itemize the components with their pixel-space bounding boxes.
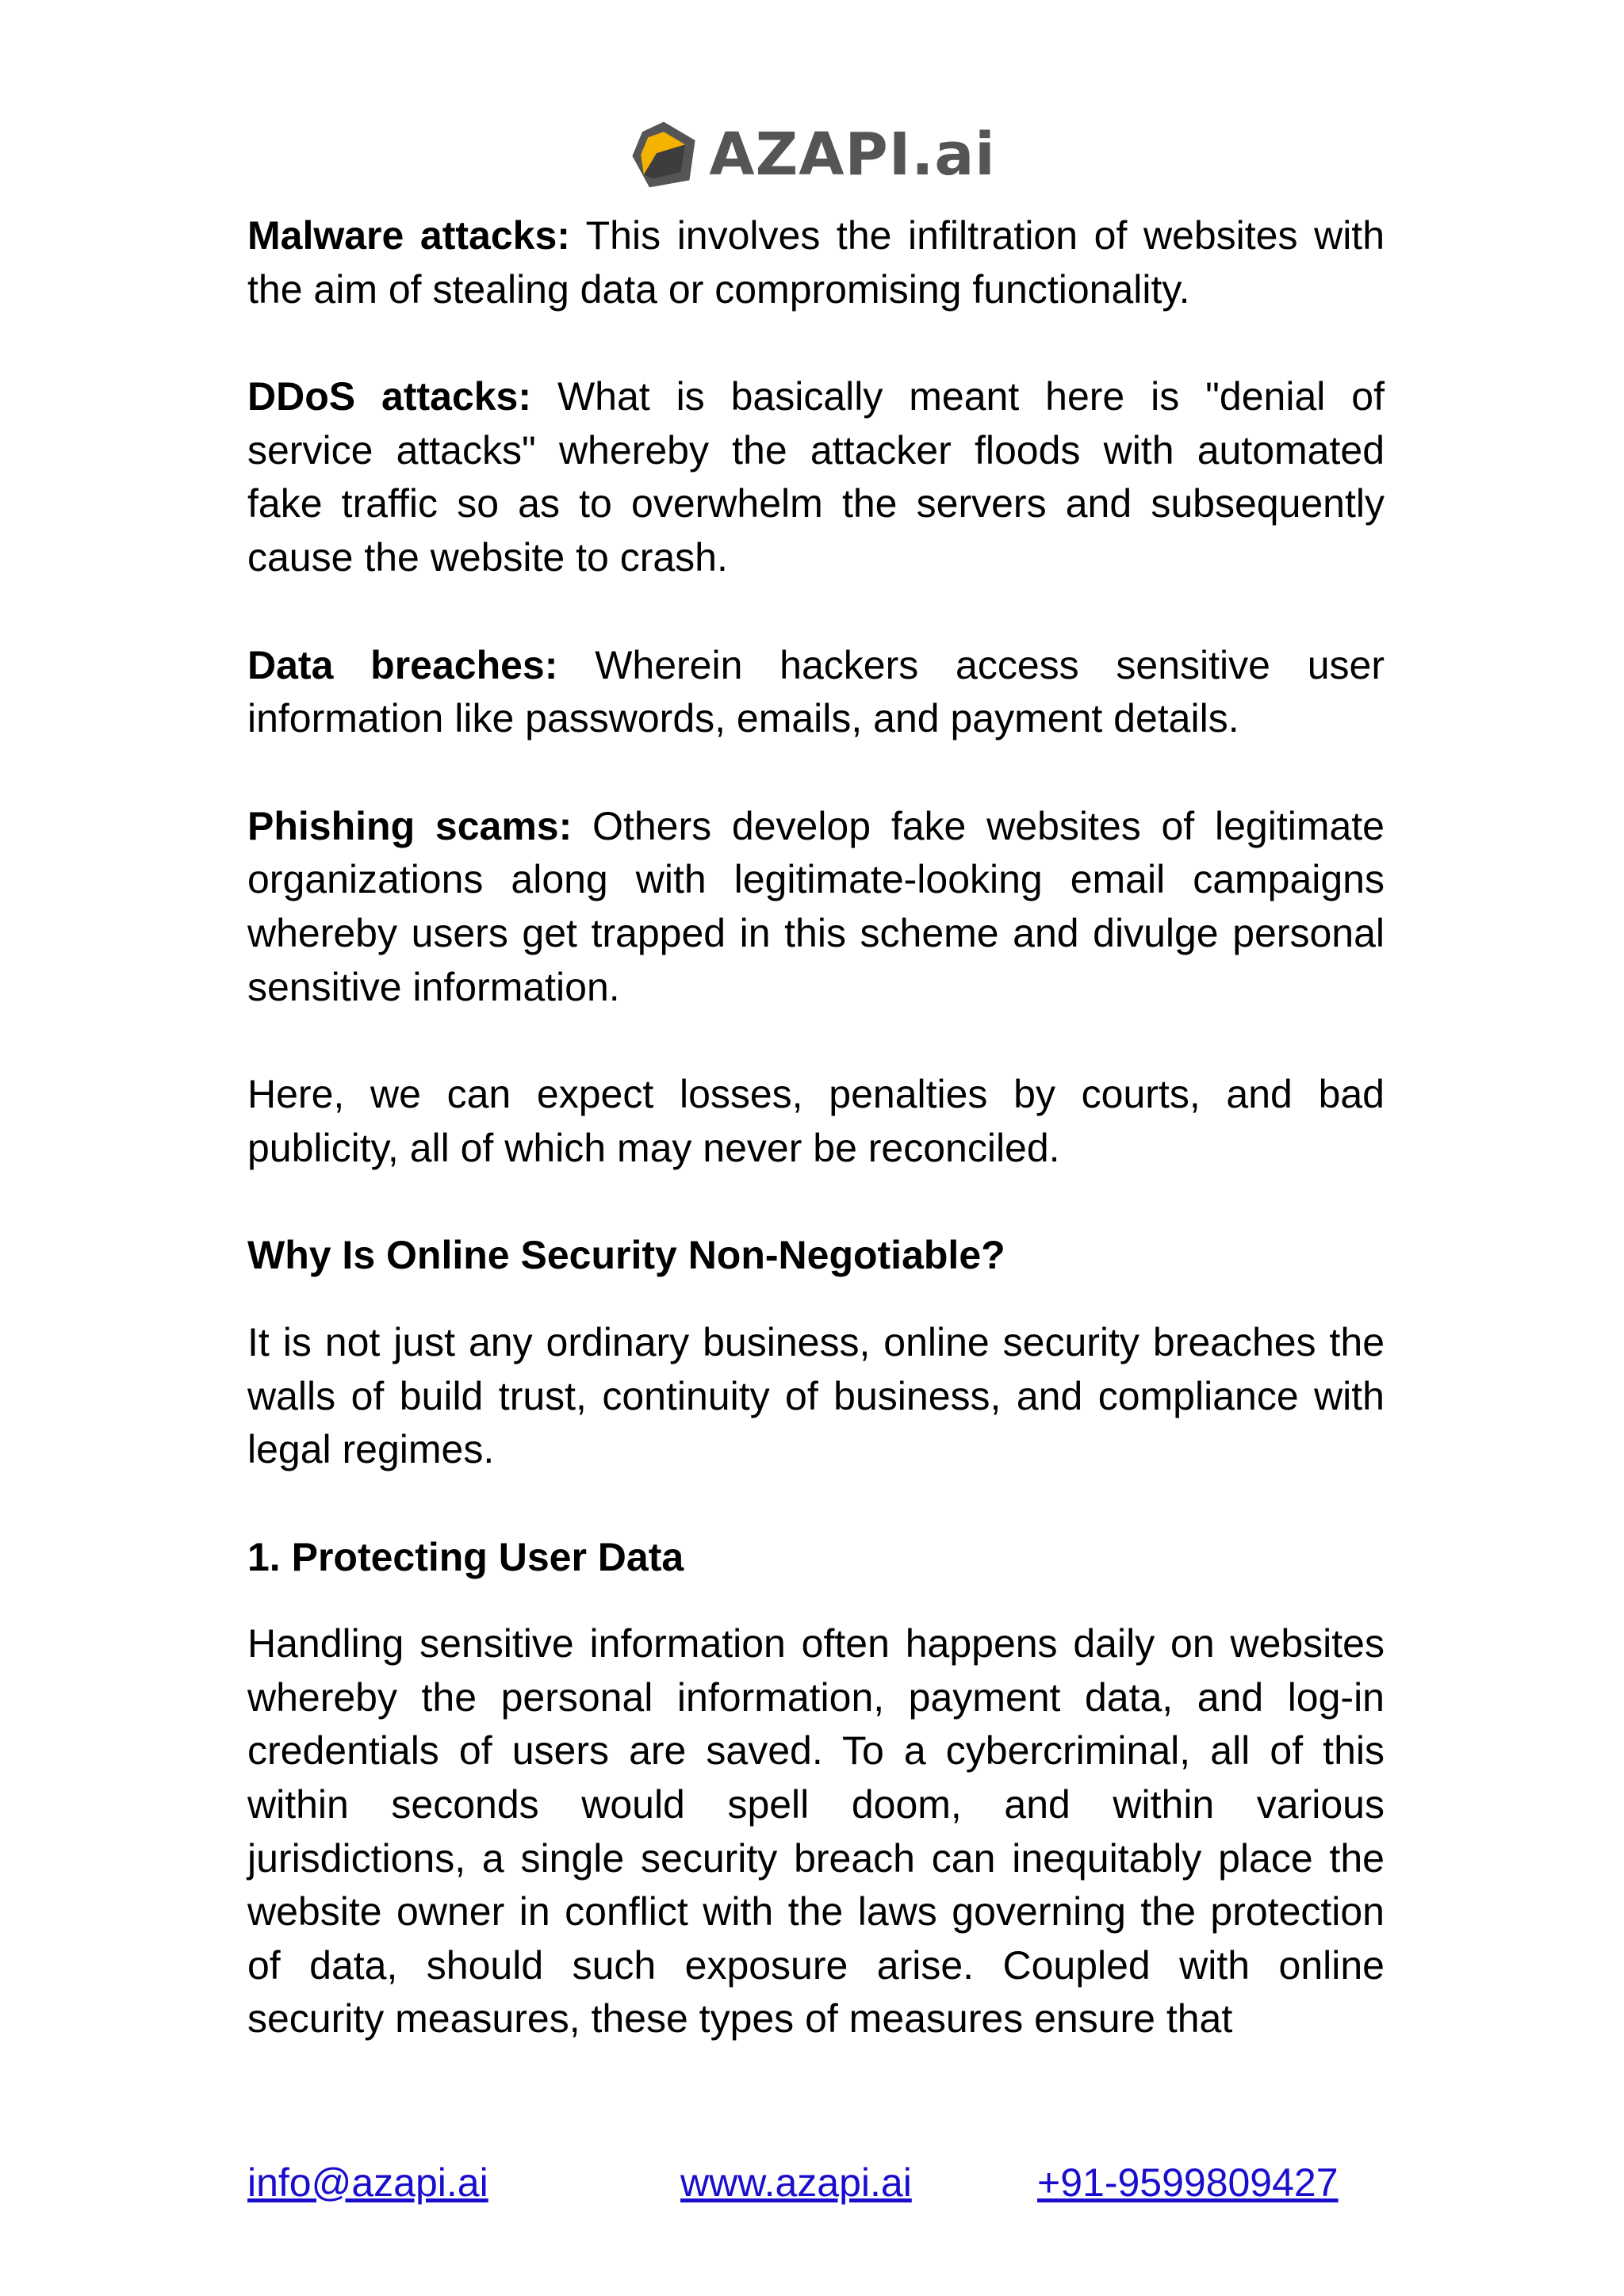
footer-email-link[interactable]: info@azapi.ai <box>247 2160 488 2205</box>
brand-logo <box>0 119 1624 190</box>
brand-name: AZAPI.ai <box>709 121 996 189</box>
threat-term: Malware attacks: <box>247 213 570 258</box>
threat-phishing <box>247 800 1385 1014</box>
threat-malware <box>247 209 1385 316</box>
footer-phone-link[interactable]: +91-9599809427 <box>1037 2160 1339 2205</box>
threat-description: This involves the infiltration of websites with the aim of stealing data or compromising functionality. <box>247 213 1385 312</box>
threat-description: Wherein hackers access sensitive user information like passwords, emails, and payment details. <box>247 642 1385 741</box>
losses-paragraph: Here, we can expect losses, penalties by courts, and bad publicity, all of which may never be reconciled. <box>247 1072 1385 1170</box>
subsection-text: Handling sensitive information often happens daily on websites whereby the personal information, payment data, and log-in credentials of users are saved. To a cybercriminal, all of this within seconds would spell doom, and within various jurisdictions, a single security breach can inequitably place the website owner in conflict with the laws governing the protection of data, should such exposure arise. Coupled with online security measures, these types of measures ensure that <box>247 1621 1385 2042</box>
page-footer <box>247 2160 1385 2215</box>
threat-ddos <box>247 370 1385 584</box>
document-body <box>247 209 1385 2100</box>
section-intro: It is not just any ordinary business, online security breaches the walls of build trust, continuity of business, and compliance with legal regimes. <box>247 1319 1385 1472</box>
threat-term: Data breaches: <box>247 642 558 687</box>
threat-term: DDoS attacks: <box>247 374 532 419</box>
footer-website-link[interactable]: www.azapi.ai <box>680 2160 912 2205</box>
subsection-heading: 1. Protecting User Data <box>247 1534 684 1579</box>
section-heading: Why Is Online Security Non-Negotiable? <box>247 1233 1005 1278</box>
threat-description: Others develop fake websites of legitimate organizations along with legitimate-looking email campaigns whereby users get trapped in this scheme and divulge personal sensitive information. <box>247 803 1385 1009</box>
threat-description: What is basically meant here is "denial of service attacks" whereby the attacker floods with automated fake traffic so as to overwhelm the servers and subsequently cause the website to crash. <box>247 374 1385 580</box>
threat-data-breaches <box>247 639 1385 746</box>
azapi-logo-icon <box>628 119 699 190</box>
threat-term: Phishing scams: <box>247 803 573 848</box>
